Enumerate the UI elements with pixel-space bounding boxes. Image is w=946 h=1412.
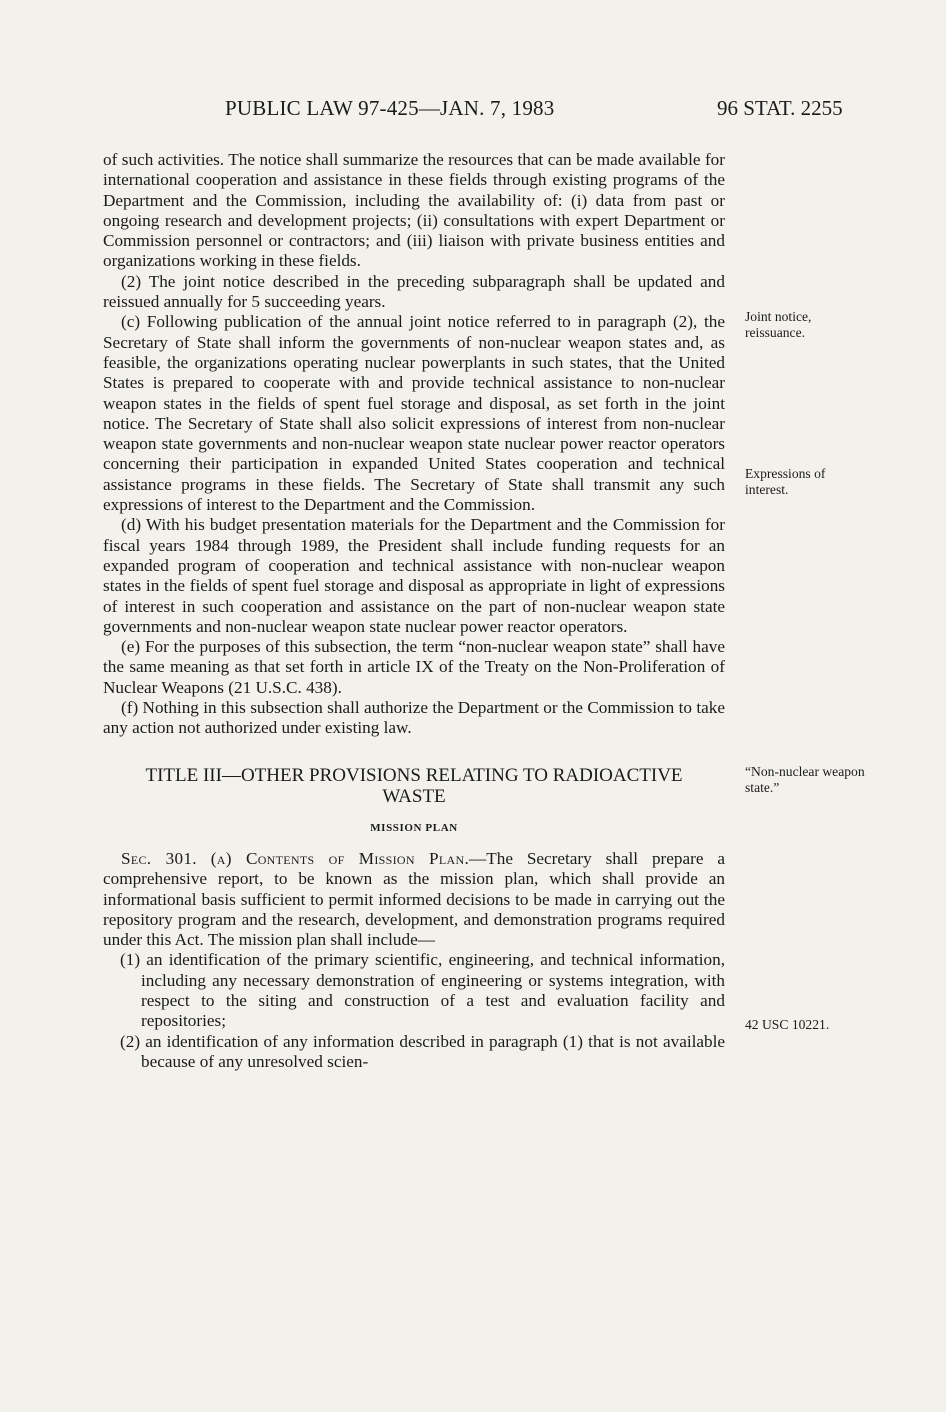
paragraph-d-budget: (d) With his budget presentation materials for the Department and the Commission for fiscal years 1984 through 1989, the President shall include funding requests for an expanded program of cooperation and technical assistance with non-nuclear weapon states in the fields of spent fuel storage and disposal as appropriate in light of expressions of interest in such cooperation and assistance on the part of non-nuclear weapon state governments and non-nuclear weapon state nuclear power reactor operators.: [103, 515, 725, 636]
paragraph-e-definition: (e) For the purposes of this subsection, the term “non-nuclear weapon state” shall have the same meaning as that set forth in article IX of the Treaty on the Non-Proliferation of Nuclear Weapons (21 U.S.C. 438).: [103, 637, 725, 697]
margin-note-expressions: Expressions of interest.: [745, 466, 826, 497]
paragraph-f-authority: (f) Nothing in this subsection shall authorize the Department or the Commission to take any action not authorized under existing law.: [103, 698, 725, 738]
section-301-paragraph: [103, 849, 725, 950]
paragraph-2-joint-notice: (2) The joint notice described in the preceding subparagraph shall be updated and reissued annually for 5 succeeding years.: [103, 271, 725, 312]
section-heading: MISSION PLAN: [370, 821, 458, 834]
list-item: [120, 950, 725, 1031]
running-head: PUBLIC LAW 97-425—JAN. 7, 1983: [225, 96, 555, 120]
margin-note-joint-notice: Joint notice, reissuance.: [745, 309, 812, 340]
list-item-text: an identification of any information described in paragraph (1) that is not available because of any unresolved scien-: [140, 1031, 725, 1071]
paragraph-activities-notice: of such activities. The notice shall summarize the resources that can be made available for international cooperation and assistance in these fields through existing programs of the Department and the Commission, including the availability of: (i) data from past or ongoing research and development projects; (ii) consultations with expert Department or Commission personnel or contractors; and (iii) liaison with private business entities and organizations working in these fields.: [103, 150, 725, 271]
list-item: [120, 1031, 725, 1073]
paragraph-c-secretary-of-state: (c) Following publication of the annual joint notice referred to in paragraph (2), the Secretary of State shall inform the governments of non-nuclear weapon states and, as feasible, the organizations operating nuclear powerplants in such states, that the United States is prepared to cooperate with and provide technical assistance to non-nuclear weapon states in the fields of spent fuel storage and disposal, as set forth in the joint notice. The Secretary of State shall also solicit expressions of interest from non-nuclear weapon state governments and non-nuclear weapon state nuclear power reactor operators concerning their participation in expanded United States cooperation and technical assistance programs in these fields. The Secretary of State shall transmit any such expressions of interest to the Department and the Commission.: [103, 312, 725, 515]
margin-note-usc-citation: 42 USC 10221.: [745, 1017, 830, 1032]
section-label: Sec. 301.: [121, 848, 197, 868]
margin-note-non-nuclear: “Non-nuclear weapon state.”: [745, 764, 865, 795]
list-item-number: (1): [120, 950, 141, 970]
statute-reference: 96 STAT. 2255: [717, 96, 843, 120]
body-text: [103, 150, 725, 1072]
list-item-text: an identification of the primary scientific, engineering, and technical information, including any necessary demonstration of engineering or systems integration, with respect to the siting and construction of a test and evaluation facility and repositories;: [140, 950, 725, 1031]
title-heading: TITLE III—OTHER PROVISIONS RELATING TO RADIOACTIVE WASTE: [145, 764, 683, 807]
list-item-number: (2): [120, 1031, 141, 1051]
section-text: —The Secretary shall prepare a comprehensive report, to be known as the mission plan, which shall provide an informational basis sufficient to permit informed decisions to be made in carrying out the repository program and the research, development, and demonstration programs required under this Act. The mission plan shall include—: [103, 848, 725, 950]
subsection-heading: (a) Contents of Mission Plan.: [210, 848, 470, 868]
